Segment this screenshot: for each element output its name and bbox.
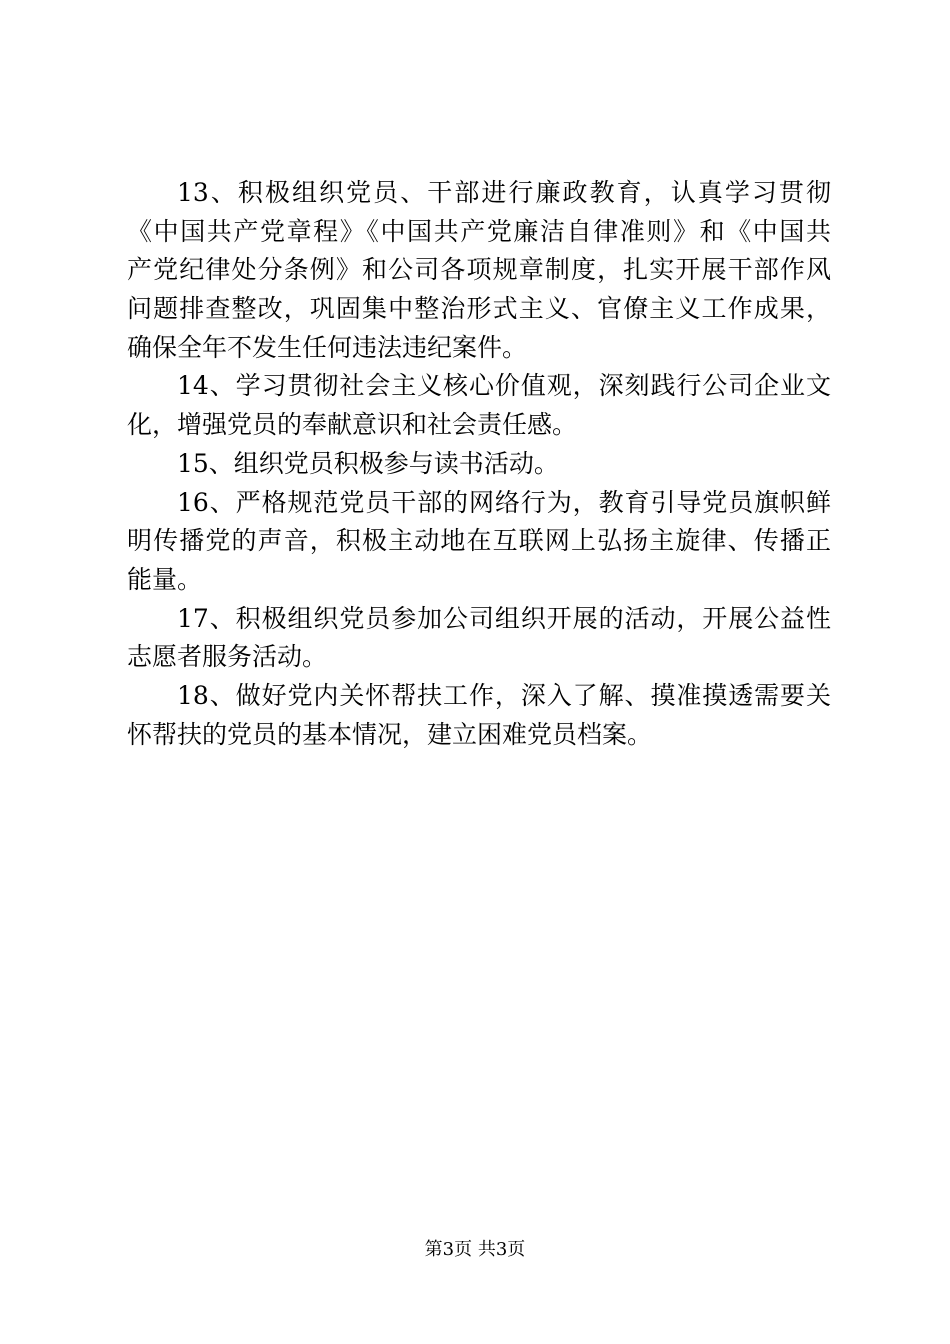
paragraph-line: 能量。	[127, 564, 203, 594]
paragraph-line: 16、严格规范党员干部的网络行为，教育引导党员旗帜鲜	[177, 487, 831, 517]
paragraph-13	[127, 174, 831, 367]
paragraph-16	[127, 484, 831, 600]
paragraph-14	[127, 367, 831, 444]
paragraph-line: 14、学习贯彻社会主义核心价值观，深刻践行公司企业文	[177, 371, 831, 401]
paragraph-line: 产党纪律处分条例》和公司各项规章制度，扎实开展干部作风	[127, 255, 831, 285]
paragraph-line: 《中国共产党章程》《中国共产党廉洁自律准则》和《中国共	[127, 216, 831, 246]
paragraph-18	[127, 677, 831, 754]
paragraph-line: 17、积极组织党员参加公司组织开展的活动，开展公益性	[177, 603, 831, 633]
paragraph-line: 确保全年不发生任何违法违纪案件。	[127, 332, 528, 362]
paragraph-line: 明传播党的声音，积极主动地在互联网上弘扬主旋律、传播正	[127, 526, 831, 556]
paragraph-line: 13、积极组织党员、干部进行廉政教育，认真学习贯彻	[177, 178, 831, 207]
paragraph-line: 怀帮扶的党员的基本情况，建立困难党员档案。	[127, 719, 653, 749]
paragraph-line: 志愿者服务活动。	[127, 642, 328, 672]
paragraph-line: 15、组织党员积极参与读书活动。	[177, 448, 559, 478]
paragraph-line: 问题排查整改，巩固集中整治形式主义、官僚主义工作成果，	[127, 294, 831, 324]
paragraph-line: 化，增强党员的奉献意识和社会责任感。	[127, 410, 578, 440]
document-body	[127, 174, 831, 754]
paragraph-line: 18、做好党内关怀帮扶工作，深入了解、摸准摸透需要关	[177, 680, 831, 710]
paragraph-17	[127, 600, 831, 677]
page-number-footer: 第3页 共3页	[424, 1239, 526, 1260]
paragraph-15	[127, 445, 831, 484]
